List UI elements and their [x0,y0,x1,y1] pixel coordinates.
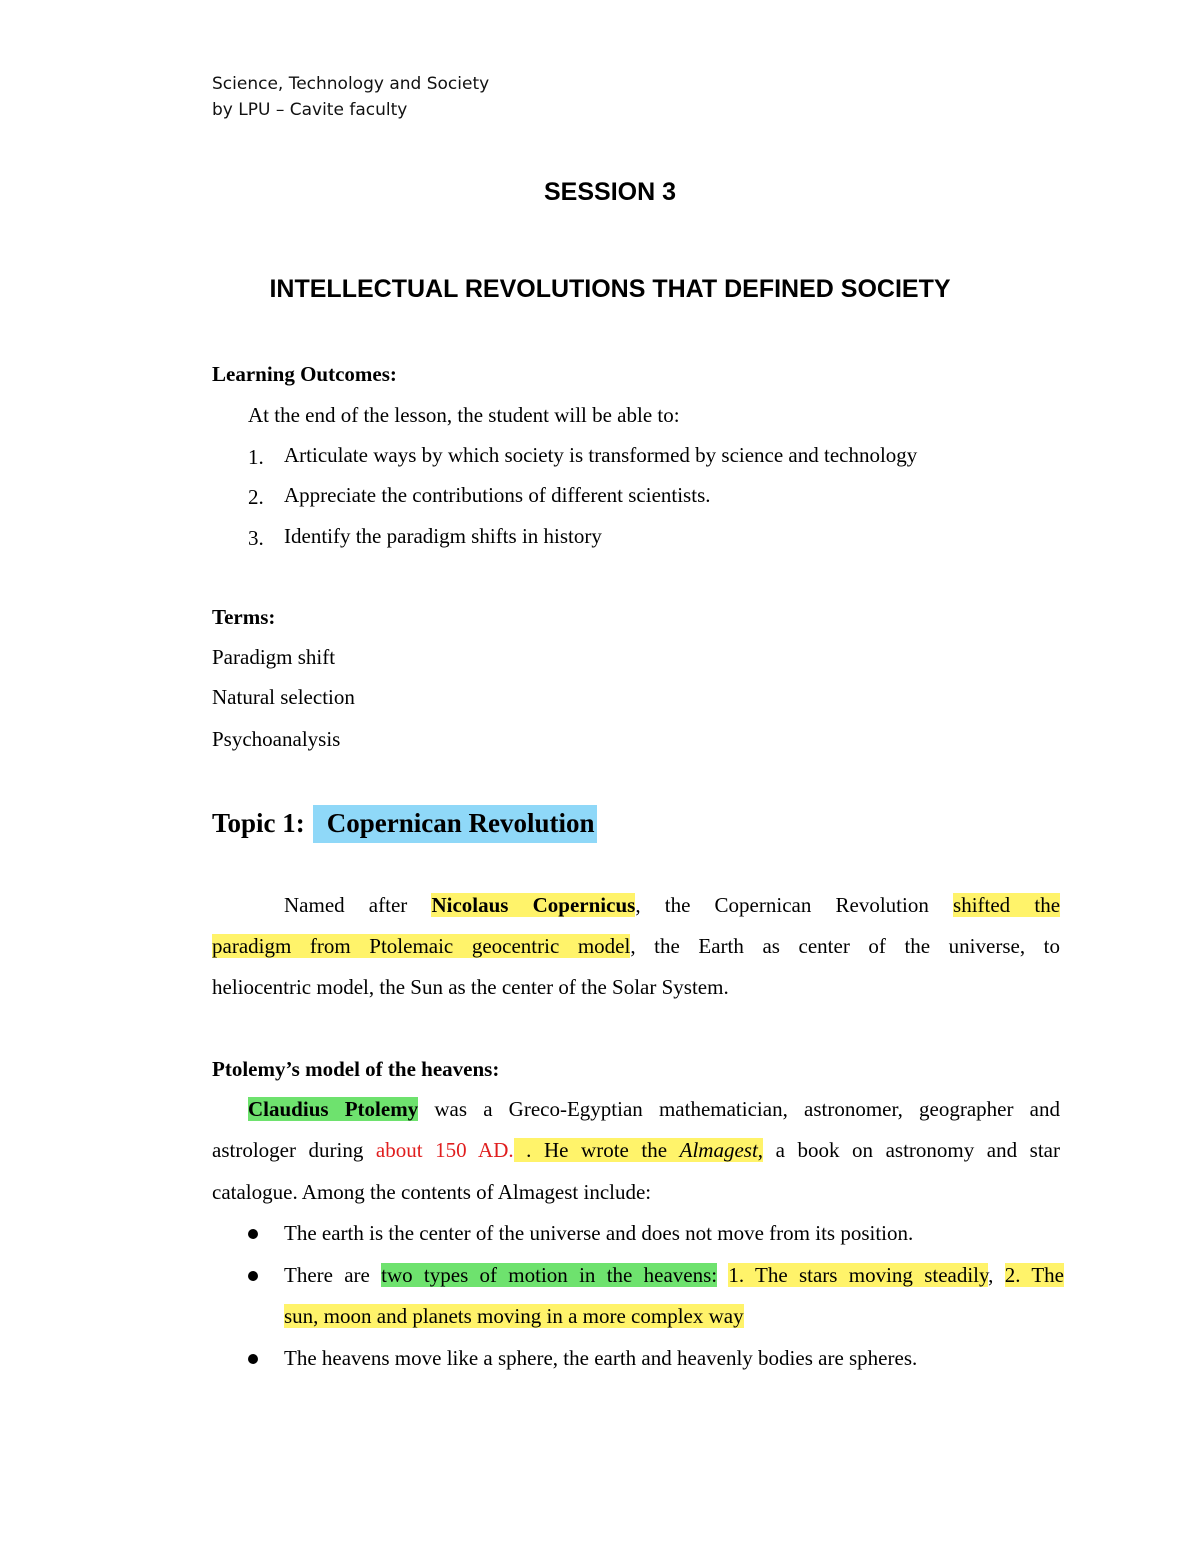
highlight-run: sun, moon and planets moving in a more complex way [284,1304,744,1328]
list-item-number: 3. [248,526,264,550]
copernicus-name: Nicolaus Copernicus [431,893,636,917]
header-faculty: by LPU – Cavite faculty [212,100,408,120]
terms-heading: Terms: [212,605,276,629]
term-item: Psychoanalysis [212,727,341,751]
learning-intro: At the end of the lesson, the student will be able to: [248,403,680,427]
date-run: about 150 AD. [375,1138,514,1162]
highlight-run: 2. The [1004,1263,1064,1287]
paragraph-line [212,1140,1060,1170]
highlight-run: steadily [924,1263,989,1287]
text-run: astrologer during [212,1138,376,1162]
topic-1-heading [212,808,597,839]
topic-prefix: Topic 1: [212,808,305,838]
list-item-number: 2. [248,485,264,509]
term-item: Paradigm shift [212,645,336,669]
topic-title: Copernican Revolution [313,805,597,843]
list-item [284,1265,1064,1295]
list-item-number: 1. [248,445,264,469]
paragraph-line [212,936,1060,966]
session-title: SESSION 3 [544,178,676,206]
ptolemy-heading: Ptolemy’s model of the heavens: [212,1057,500,1081]
highlight-run: two types of motion in the heavens: [381,1263,718,1287]
paragraph-line [284,895,1060,925]
highlight-run: shifted the [953,893,1061,917]
paragraph-line: heliocentric model, the Sun as the center of the Solar System. [212,975,729,999]
bullet-icon [248,1354,258,1364]
list-item: The earth is the center of the universe and does not move from its position. [284,1221,914,1245]
list-item-continuation [284,1306,744,1327]
highlight-run: paradigm from Ptolemaic geocentric model [212,934,631,958]
list-item: The heavens move like a sphere, the earth and heavenly bodies are spheres. [284,1346,918,1370]
learning-outcomes-heading: Learning Outcomes: [212,362,397,386]
text-run: , the Copernican Revolution [635,893,954,917]
text-run: a book on astronomy and star [763,1138,1060,1162]
list-item: Appreciate the contributions of different scientists. [284,483,711,507]
highlight-run: . He wrote the [513,1138,680,1162]
text-run: There are [284,1263,382,1287]
paragraph-line [248,1099,1060,1129]
bullet-icon [248,1229,258,1239]
list-item: Identify the paradigm shifts in history [284,524,602,548]
text-run: , [988,1263,1005,1287]
text-run [717,1263,728,1287]
text-run: Named after [284,893,432,917]
ptolemy-name: Claudius Ptolemy [248,1097,419,1121]
text-run: was a Greco-Egyptian mathematician, astronomer, geographer and [418,1097,1060,1121]
paragraph-line: catalogue. Among the contents of Almagest include: [212,1180,652,1204]
bullet-icon [248,1271,258,1281]
text-run: , the Earth as center of the universe, to [630,934,1060,958]
main-title: INTELLECTUAL REVOLUTIONS THAT DEFINED SOCIETY [269,275,951,303]
highlight-run: , [757,1138,764,1162]
highlight-run: 1. The stars moving [728,1263,925,1287]
almagest-title: Almagest [679,1138,758,1162]
header-course: Science, Technology and Society [212,74,490,94]
term-item: Natural selection [212,685,355,709]
list-item: Articulate ways by which society is transformed by science and technology [284,443,918,467]
